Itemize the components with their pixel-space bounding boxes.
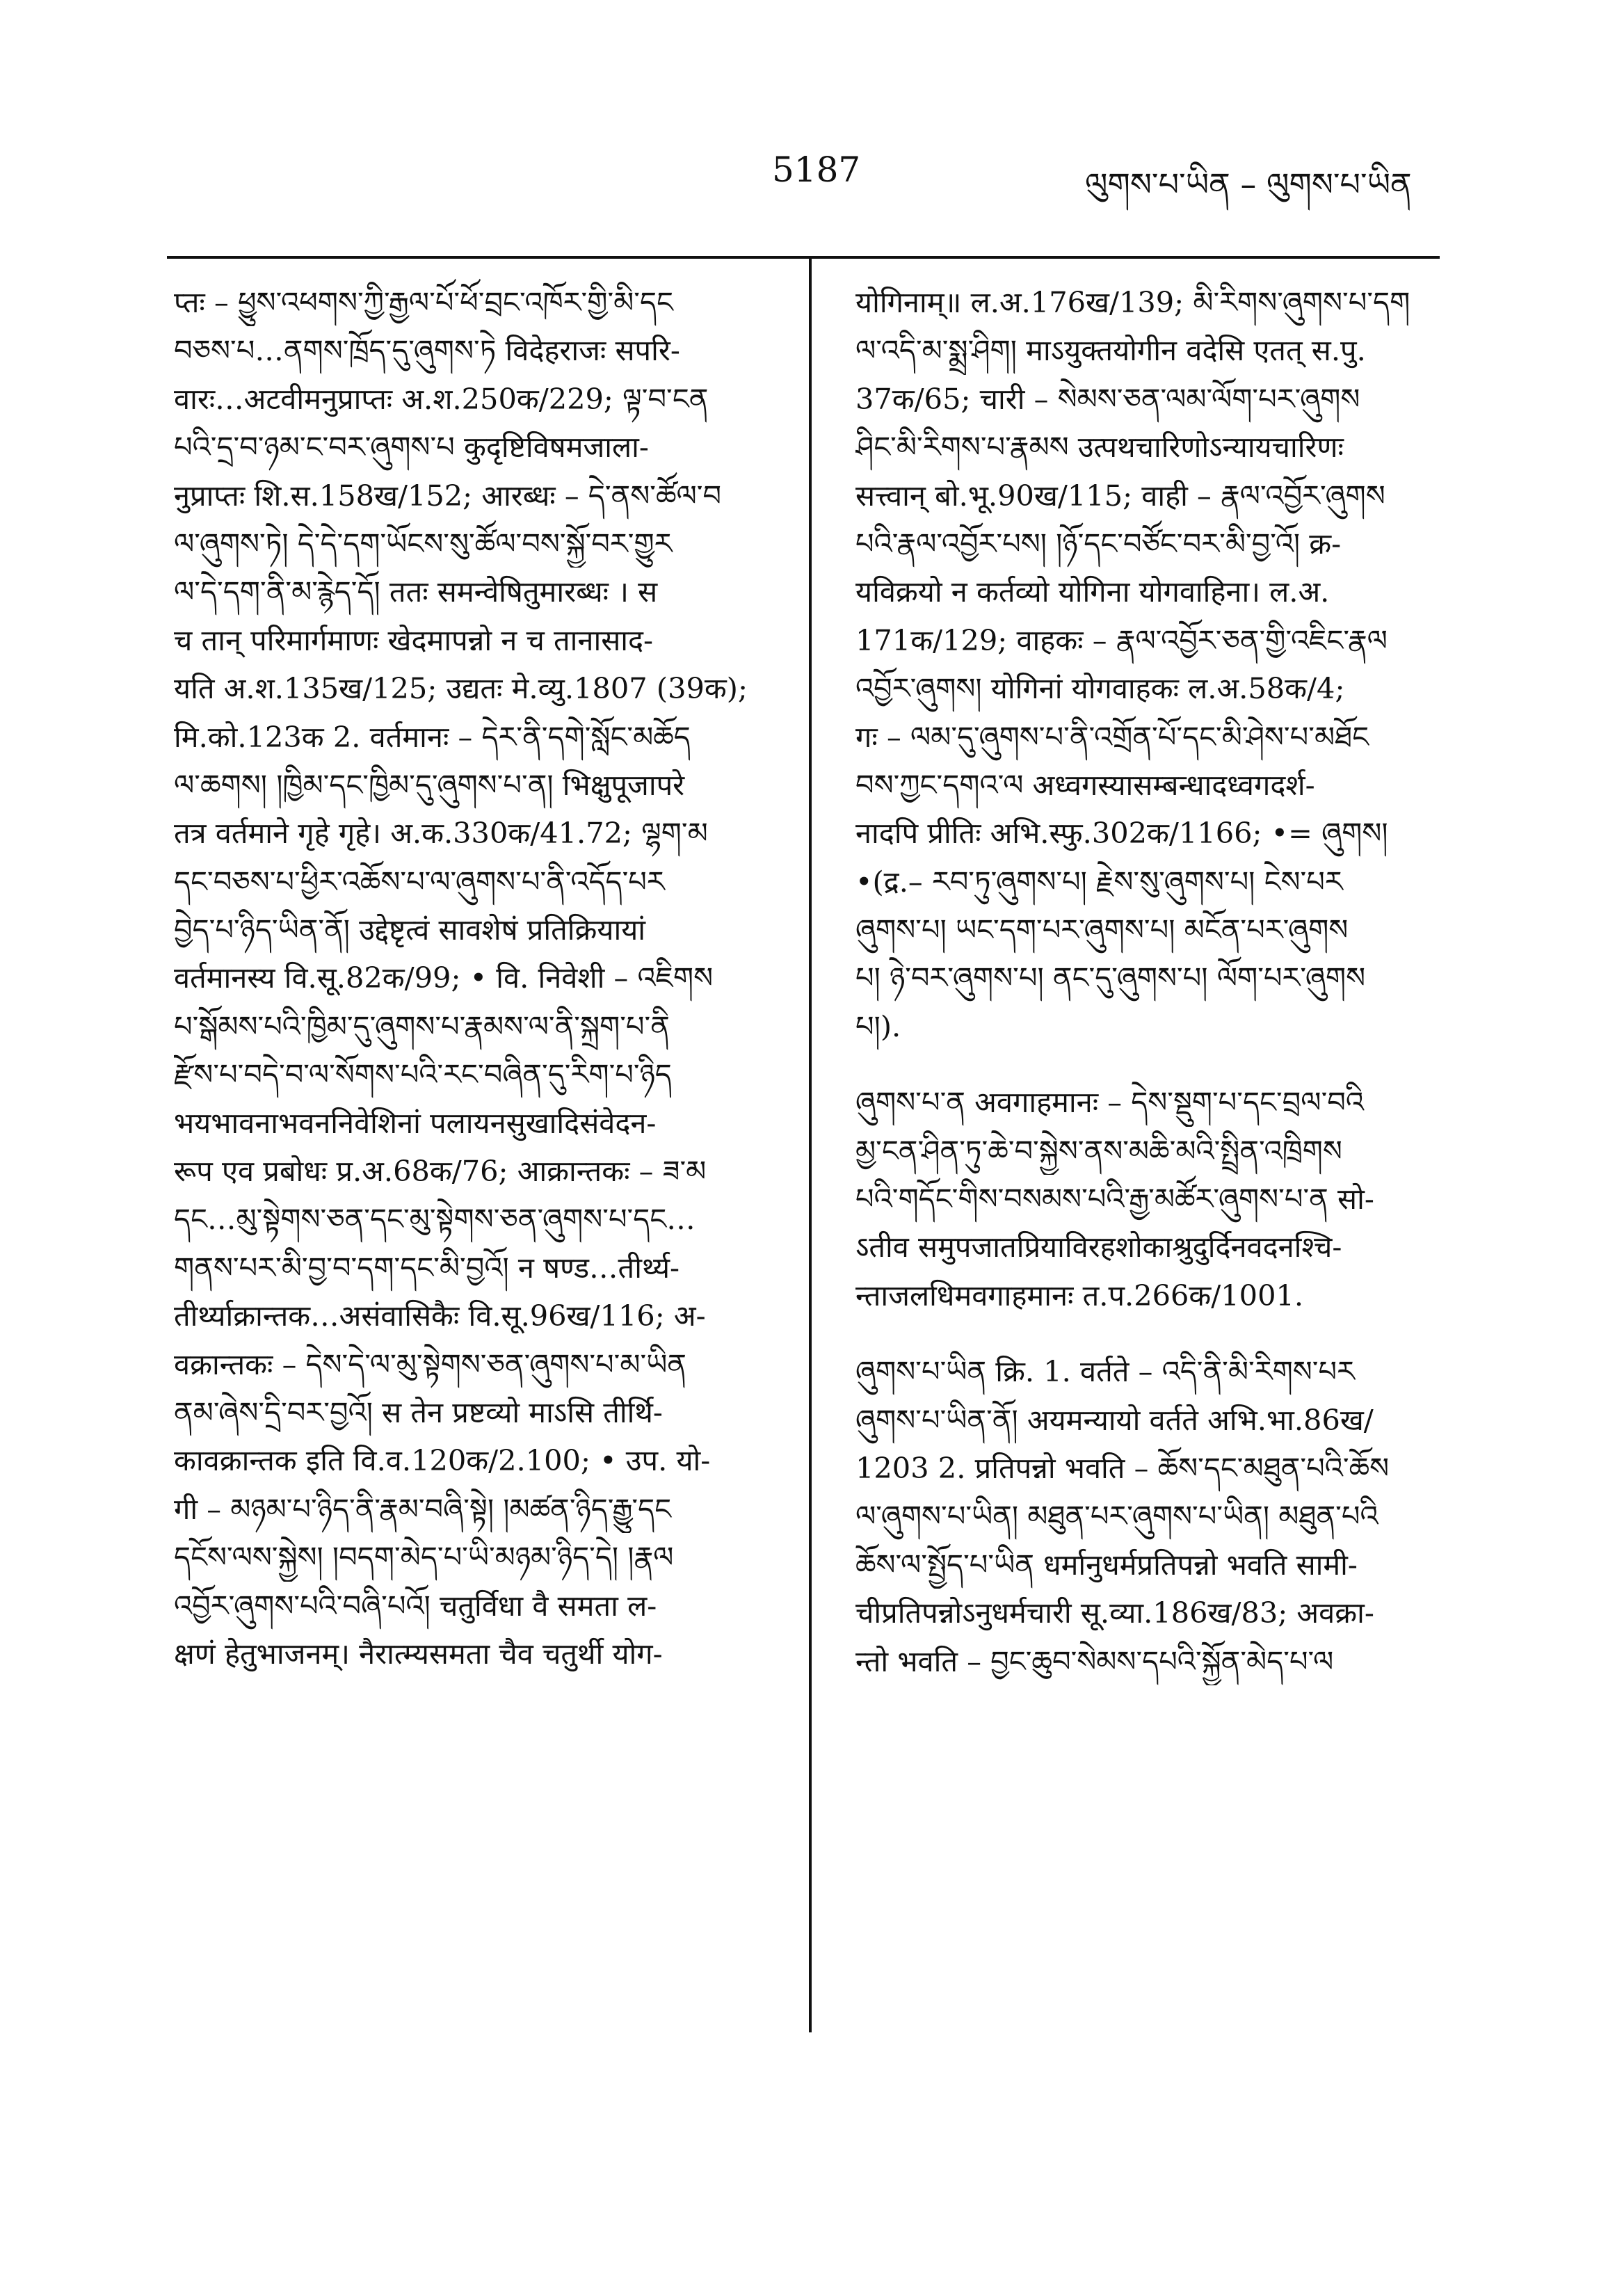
text-line: ལ་དེ་དག་ནི་མ་རྙེད་དོ། ततः समन्वेषितुमारब्धः । स: [174, 575, 658, 609]
text-line: रूप एव प्रबोधः प्र.अ.68क/76; आक्रान्तकः – ཟ་མ: [174, 1154, 707, 1189]
entry-block: [855, 1078, 1447, 1319]
text-line: བས་ཀྱང་དགའ་ལ अध्वगस्यासम्बन्धादध्वगदर्श-: [855, 767, 1315, 802]
text-line: པ། ཉེ་བར་ཞུགས་པ། ནང་དུ་ཞུགས་པ། ལོག་པར་ཞུགས: [855, 961, 1366, 995]
text-line: ཆོས་ལ་སྤྱོད་པ་ཡིན धर्मानुधर्मप्रतिपन्नो भवति सामी-: [855, 1547, 1358, 1582]
page-number: 5187: [772, 150, 861, 190]
text-line: པ།).: [855, 1009, 901, 1043]
text-line: རྫོས་པ་བདེ་བ་ལ་སོགས་པའི་རང་བཞིན་དུ་རིག་པ་ཉིད: [174, 1057, 672, 1092]
text-line: ཞུགས་པ། ཡང་དག་པར་ཞུགས་པ། མངོན་པར་ཞུགས: [855, 913, 1349, 947]
page-header: [0, 150, 1624, 212]
text-line: योगिनाम्॥ ल.अ.176ख/139; མི་རིགས་ཞུགས་པ་དག: [855, 285, 1410, 319]
text-line: प्तः – ཕྱུས་འཕགས་ཀྱི་རྒྱལ་པོ་ཕོ་བྲང་འཁོར་གྱི་མི་དང: [174, 285, 673, 319]
text-line: ཞུགས་པ་ཡིན क्रि. 1. वर्तते – འདི་ནི་མི་རིགས་པར: [855, 1354, 1355, 1389]
text-line: ལ་ཞུགས་པ་ཡིན། མཐུན་པར་ཞུགས་པ་ཡིན། མཐུན་པའི: [855, 1499, 1378, 1534]
text-line: 1203 2. प्रतिपन्नो भवति – ཆོས་དང་མཐུན་པའི་ཆོས: [855, 1450, 1390, 1485]
text-line: དངོས་ལས་སྐྱེས། །བདག་མེད་པ་ཡི་མཉམ་ཉིད་དེ། །རྣལ: [174, 1540, 674, 1575]
text-line: मि.को.123क 2. वर्तमानः – དེར་ནི་དགེ་སློང་མཆོད: [174, 719, 691, 754]
spacer: [855, 1050, 1447, 1078]
text-line: ལ་འདི་མ་སྨྲ་ཤིག། माऽयुक्तयोगीन वदेसि एतत् स.पु.: [855, 333, 1366, 368]
text-line: གནས་པར་མི་བྱ་བ་དག་དང་མི་བྱའོ། न षण्ड…तीर्थ्य-: [174, 1250, 680, 1285]
text-line: དང…མུ་སྟེགས་ཅན་དང་མུ་སྟེགས་ཅན་ཞུགས་པ་དང…: [174, 1202, 696, 1237]
text-line: ནམ་ཞེས་དྲི་བར་བྱའོ། स तेन प्रष्टव्यो माऽसि तीर्थि-: [174, 1395, 663, 1429]
text-line: •(द्र.– རབ་ཏུ་ཞུགས་པ། རྗེས་སུ་ཞུགས་པ། ངེས་པར: [855, 864, 1343, 899]
text-line: वारः…अटवीमनुप्राप्तः अ.श.250क/229; ལྟ་བ་ངན: [174, 381, 709, 416]
text-line: དང་བཅས་པ་ཕྱིར་འཆོས་པ་ལ་ཞུགས་པ་ནི་འདོད་པར: [174, 864, 665, 899]
text-line: यति अ.श.135ख/125; उद्यतः मे.व्यु.1807 (39क);: [174, 671, 748, 706]
text-line: འབྱོར་ཞུགས། योगिनां योगवाहकः ल.अ.58क/4;: [855, 671, 1345, 706]
right-column: [855, 278, 1447, 1685]
text-line: ཞུགས་པ་ཡིན་ནོ། अयमन्यायो वर्तते अभि.भा.86ख/: [855, 1402, 1374, 1437]
text-line: པའི་གདོང་གིས་བསམས་པའི་རྒྱ་མཚོར་ཞུགས་པ་ན सो-: [855, 1182, 1374, 1217]
text-line: गी – མཉམ་པ་ཉིད་ནི་རྣམ་བཞི་སྟེ། །མཚན་ཉིད་རྒྱུ་དང: [174, 1491, 672, 1526]
text-line: ཞུགས་པ་ན अवगाहमानः – དེས་སྡུག་པ་དང་བྲལ་བའི: [855, 1085, 1365, 1120]
text-line: यविक्रयो न कर्तव्यो योगिना योगवाहिना। ल.अ.: [855, 575, 1330, 609]
running-head: ལུགས་པ་ཡིན – ལུགས་པ་ཡིན: [1085, 166, 1412, 203]
text-line: न्ताजलधिमवगाहमानः त.प.266क/1001.: [855, 1278, 1304, 1312]
text-line: བཅས་པ…ནགས་ཁྲོད་དུ་ཞུགས་ཏེ विदेहराजः सपरि-: [174, 333, 680, 368]
text-line: नादपि प्रीतिः अभि.स्फु.302क/1166; •= ཞུགས།: [855, 816, 1388, 851]
text-line: नुप्राप्तः शि.स.158ख/152; आरब्धः – དེ་ནས་ཚོལ་བ: [174, 478, 722, 513]
text-line: བྱེད་པ་ཉིད་ཡིན་ནོ། उद्देष्टृत्वं सावशेषं प्रतिक्रियायां: [174, 913, 646, 947]
text-line: 37क/65; चारी – སེམས་ཅན་ལམ་ལོག་པར་ཞུགས: [855, 381, 1360, 416]
text-line: ལ་ཞུགས་ཏེ། དེ་དེ་དག་ཡོངས་སུ་ཚོལ་བས་སྐྱོ་བར་གྱུར: [174, 526, 673, 561]
text-line: 171क/129; वाहकः – རྣལ་འབྱོར་ཅན་གྱི་འཇིང་རྣལ: [855, 623, 1388, 657]
spacer: [855, 1319, 1447, 1347]
text-line: भयभावनाभवननिवेशिनां पलायनसुखादिसंवेदन-: [174, 1105, 657, 1140]
text-line: वक्रान्तकः – དེས་དེ་ལ་མུ་སྟེགས་ཅན་ཞུགས་པ་མ་ཡིན: [174, 1347, 686, 1381]
text-line: འབྱོར་ཞུགས་པའི་བཞི་པའོ། चतुर्विधा वै समता ल-: [174, 1588, 657, 1623]
text-line: तीर्थ्याक्रान्तक…असंवासिकैः वि.सू.96ख/116; अ-: [174, 1299, 706, 1333]
text-line: པ་སྒོམས་པའི་ཁྱིམ་དུ་ཞུགས་པ་རྣམས་ལ་ནི་སྐྲག་པ་ནི: [174, 1009, 670, 1043]
text-line: པའི་རྣལ་འབྱོར་པས། །ཉོ་དང་བཙོང་བར་མི་བྱ་འོ། क्र-: [855, 526, 1342, 561]
text-line: ऽतीव समुपजातप्रियाविरहशोकाश्रुदुर्दिनवदनश्चि-: [855, 1230, 1342, 1265]
text-line: कावक्रान्तक इति वि.व.120क/2.100; • उप. यो-: [174, 1443, 711, 1478]
text-line: ལ་ཆགས། །ཁྱིམ་དང་ཁྱིམ་དུ་ཞུགས་པ་ན། भिक्षुपूजापरे: [174, 767, 685, 802]
text-line: च तान् परिमार्गमाणः खेदमापन्नो न च तानासाद-: [174, 623, 654, 657]
text-line: མྱ་ངན་ཤིན་ཏུ་ཆེ་བ་སྐྱེས་ནས་མཆི་མའི་སྤྲིན་འཁྲིགས: [855, 1133, 1342, 1168]
text-line: क्षणं हेतुभाजनम्। नैरात्म्यसमता चैव चतुर्थी योग-: [174, 1636, 663, 1671]
text-line: तत्र वर्तमाने गृहे गृहे। अ.क.330क/41.72; ལྷག་མ: [174, 816, 708, 851]
text-line: वर्तमानस्य वि.सू.82क/99; • वि. निवेशी – འཇིགས: [174, 961, 714, 995]
text-line: न्तो भवति – བྱང་ཆུབ་སེམས་དཔའི་སྐྱོན་མེད་པ་ལ: [855, 1644, 1334, 1678]
text-line: चीप्रतिपन्नोऽनुधर्मचारी सू.व्या.186ख/83; अवक्रा-: [855, 1596, 1374, 1630]
text-line: गः – ལམ་དུ་ཞུགས་པ་ནི་འགྲོན་པོ་དང་མི་ཤེས་པ་མཐོང: [855, 719, 1369, 754]
text-line: པའི་དྲ་བ་ཉམ་ང་བར་ཞུགས་པ कुदृष्टिविषमजाला-: [174, 430, 649, 465]
column-divider: [809, 259, 812, 2032]
entry-block: [855, 278, 1447, 1050]
entry-block: [855, 1347, 1447, 1685]
header-rule: [167, 256, 1440, 259]
left-column: [174, 278, 793, 1678]
text-line: सत्त्वान् बो.भू.90ख/115; वाही – རྣལ་འབྱོར་ཞུགས: [855, 478, 1385, 513]
text-line: ཤིང་མི་རིགས་པ་རྣམས उत्पथचारिणोऽन्यायचारिणः: [855, 430, 1344, 465]
